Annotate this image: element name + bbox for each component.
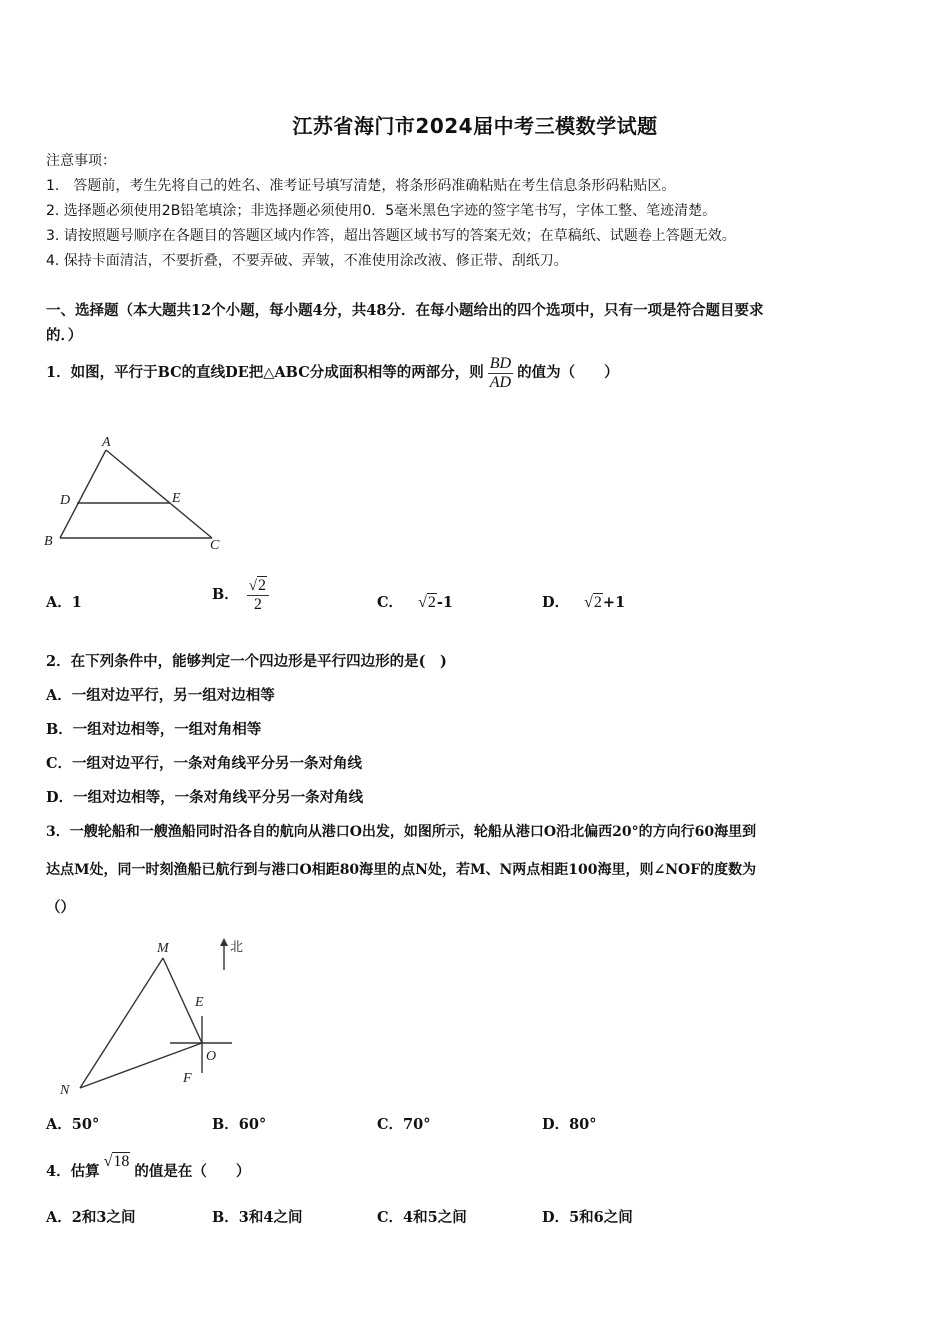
question-1-prefix: 1．如图，平行于BC的直线DE把△ABC分成面积相等的两部分，则 [46,364,484,381]
q2-option-c[interactable]: C．一组对边平行，一条对角线平分另一条对角线 [46,755,363,772]
label-c: C [210,538,220,553]
q2-option-b[interactable]: B．一组对边相等，一组对角相等 [46,721,262,738]
note-item: 3. 请按照题号顺序在各题目的答题区域内作答，超出答题区域书写的答案无效；在草稿纸、试题卷上答题无效。 [46,228,736,244]
question-2-stem: 2．在下列条件中，能够判定一个四边形是平行四边形的是( ) [46,653,447,670]
fraction-numerator: BD [489,354,512,372]
sqrt-icon: √2 [418,594,436,611]
q2-option-a[interactable]: A．一组对边平行，另一组对边相等 [46,687,275,704]
label-o: O [206,1049,217,1064]
q1-option-b[interactable]: B． $\frac{√2}{2}$ [212,570,269,620]
q4-option-a[interactable]: A．2和3之间 [46,1209,136,1226]
label-e: E [195,995,204,1010]
question-1-stem [46,348,619,398]
question-4-stem: 4．估算 √18 的值是在（ ） [46,1153,251,1180]
q3-option-d[interactable]: D．80° [542,1116,597,1133]
q1-option-c[interactable]: C． √2-1 [377,594,453,611]
document-title: 江苏省海门市2024届中考三模数学试题 [292,114,658,138]
q1-option-a[interactable]: A．1 [46,594,82,611]
q2-option-d[interactable]: D．一组对边相等，一条对角线平分另一条对角线 [46,789,364,806]
triangle-abc-figure [40,428,240,558]
q4-option-c[interactable]: C．4和5之间 [377,1209,467,1226]
fraction-bd-ad [488,355,513,392]
question-3-stem-line2: 达点M处，同一时刻渔船已航行到与港口O相距80海里的点N处，若M、N两点相距100海里，则∠NOF的度数为 [46,862,757,878]
fraction-sqrt2-over-2: $\frac{√2}{2}$ [247,577,269,614]
notes-heading: 注意事项： [46,153,116,169]
q4-option-b[interactable]: B．3和4之间 [212,1209,303,1226]
sqrt-icon: √18 [103,1153,130,1170]
north-arrow-icon [220,938,228,946]
label-m: M [157,941,169,956]
label-d: D [60,493,71,508]
note-item: 1. 答题前，考生先将自己的姓名、准考证号填写清楚，将条形码准确粘贴在考生信息条形码粘贴区。 [46,178,676,194]
label-a: A [102,435,111,450]
q1-option-d[interactable]: D． √2+1 [542,594,626,611]
note-item: 2. 选择题必须使用2B铅笔填涂；非选择题必须使用0．5毫米黑色字迹的签字笔书写，字体工整、笔迹清楚。 [46,203,717,219]
question-1-suffix: 的值为（ ） [517,364,619,381]
navigation-figure [40,928,270,1103]
label-b: B [44,534,53,549]
q3-option-b[interactable]: B．60° [212,1116,267,1133]
label-e: E [172,491,181,506]
label-f: F [183,1071,192,1086]
q3-option-c[interactable]: C．70° [377,1116,431,1133]
question-3-stem-line1: 3．一艘轮船和一艘渔船同时沿各自的航向从港口O出发，如图所示，轮船从港口O沿北偏西20°的方向行60海里到 [46,824,757,840]
label-north: 北 [230,940,244,955]
sqrt-icon: √2 [584,594,602,611]
section-heading: 一、选择题（本大题共12个小题，每小题4分，共48分．在每小题给出的四个选项中，只有一项是符合题目要求 [46,302,764,319]
note-item: 4. 保持卡面清洁，不要折叠，不要弄破、弄皱，不准使用涂改液、修正带、刮纸刀。 [46,253,568,269]
q3-option-a[interactable]: A．50° [46,1116,100,1133]
q4-option-d[interactable]: D．5和6之间 [542,1209,633,1226]
question-3-stem-line3: （） [46,899,75,916]
section-heading-cont: 的．） [46,327,83,344]
label-n: N [60,1083,70,1098]
fraction-denominator: AD [489,373,512,391]
